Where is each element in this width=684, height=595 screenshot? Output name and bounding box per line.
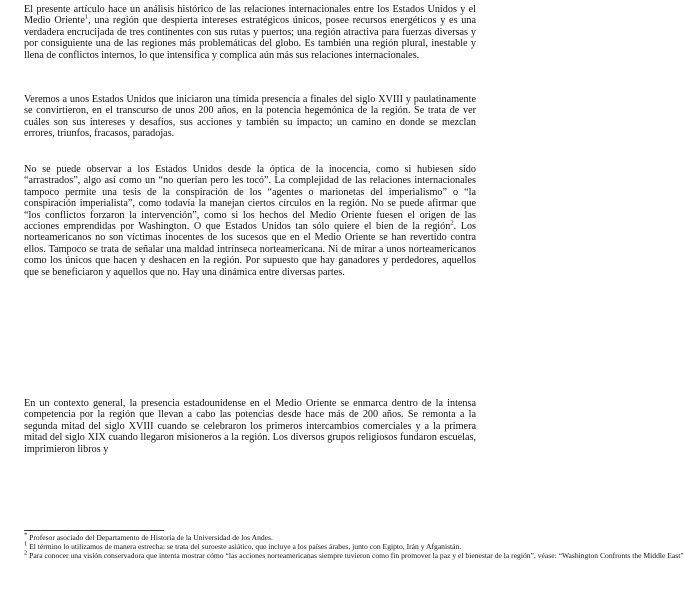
footnote-mark-author: * — [24, 531, 28, 539]
paragraph-3 — [24, 164, 476, 278]
footnotes-section — [24, 531, 684, 561]
paragraph-1-text-a: El presente artículo hace un análisis histórico de las relaciones internacionales entre los Estados Unidos y el Medio Oriente — [24, 4, 476, 27]
footnote-2 — [24, 549, 684, 561]
paragraph-2: Veremos a unos Estados Unidos que iniciaron una tímida presencia a finales del siglo XVIII y paulatinamente se convirtieron, en el transcurso de unos 200 años, en la potencia hegemónica de la región. Se trata de ver cuáles son sus intereses y desafíos, sus acciones y también su impacto; un camino en donde se mezclan errores, triunfos, fracasos, paradojas. — [24, 94, 476, 140]
footnote-mark-2: 2 — [24, 549, 28, 557]
paragraph-1 — [24, 4, 476, 61]
footnote-divider — [24, 530, 164, 531]
footnote-mark-1: 1 — [24, 540, 28, 548]
footnote-author-text: Profesor asociado del Departamento de Historia de la Universidad de los Andes. — [27, 533, 273, 542]
paragraph-3-text-a: No se puede observar a los Estados Unidos desde la óptica de la inocencia, como si hubiesen sido “arrastrados”, algo así como un “no querían pero les tocó”. La complejidad de las relaciones internacionales tampoco permite una tesis de la conspiración de los “agentes o marionetas del imperialismo” o “la conspiración imperialista”, como todavía la manejan ciertos círculos en la región. No se puede afirmar que “los conflictos forzaron la intervención”, como si los hechos del Medio Oriente fuesen el origen de las acciones emprendidas por Washington. O que Estados Unidos tan sólo quiere el bien de la región — [24, 164, 476, 233]
paragraph-1-text-b: , una región que despierta intereses estratégicos únicos, posee recursos energéticos y es una verdadera encrucijada de tres continentes con sus rutas y puertos; una región atractiva para fuerzas diversas y por consiguiente una de las regiones más problemáticas del globo. Es también una región plural, inestable y llena de conflictos internos, lo que intensifica y complica aún más sus relaciones internacionales. — [24, 15, 476, 61]
footnote-author — [24, 533, 476, 542]
footnote-ref-2: 2 — [450, 219, 454, 227]
footnote-ref-1: 1 — [84, 14, 89, 22]
footnote-2-text: Para conocer una visión conservadora que intenta mostrar cómo “las acciones norteamericanas siempre tuvieron como fin promover la paz y el bienestar de la región”, véase: “Washington Confronts the Middle East” — [27, 551, 684, 561]
footnote-1 — [24, 542, 476, 551]
paragraph-3-text-b: . Los norteamericanos no son víctimas inocentes de los sucesos que en el Medio Oriente se han revertido contra ellos. Tampoco se trata de señalar una maldad intrínseca norteamericana. Ni de mirar a unos norteamericanos como los únicos que hacen y deshacen en la región. Por supuesto que hay ganadores y perdedores, aquellos que se beneficiaron y aquellos que no. Hay una dinámica entre diversas partes. — [24, 221, 477, 278]
footnote-1-text: El término lo utilizamos de manera estrecha: se trata del suroeste asiático, que incluye a los países árabes, junto con Egipto, Irán y Afganistán. — [27, 542, 462, 552]
paragraph-4: En un contexto general, la presencia estadounidense en el Medio Oriente se enmarca dentro de la intensa competencia por la región que llevan a cabo las potencias desde hace más de 200 años. Se remonta a la segunda mitad del siglo XVIII cuando se celebraron los primeros intercambios comerciales y a la primera mitad del siglo XIX cuando llegaron misioneros a la región. Los diversos grupos religiosos fundaron escuelas, imprimieron libros y — [24, 398, 476, 455]
